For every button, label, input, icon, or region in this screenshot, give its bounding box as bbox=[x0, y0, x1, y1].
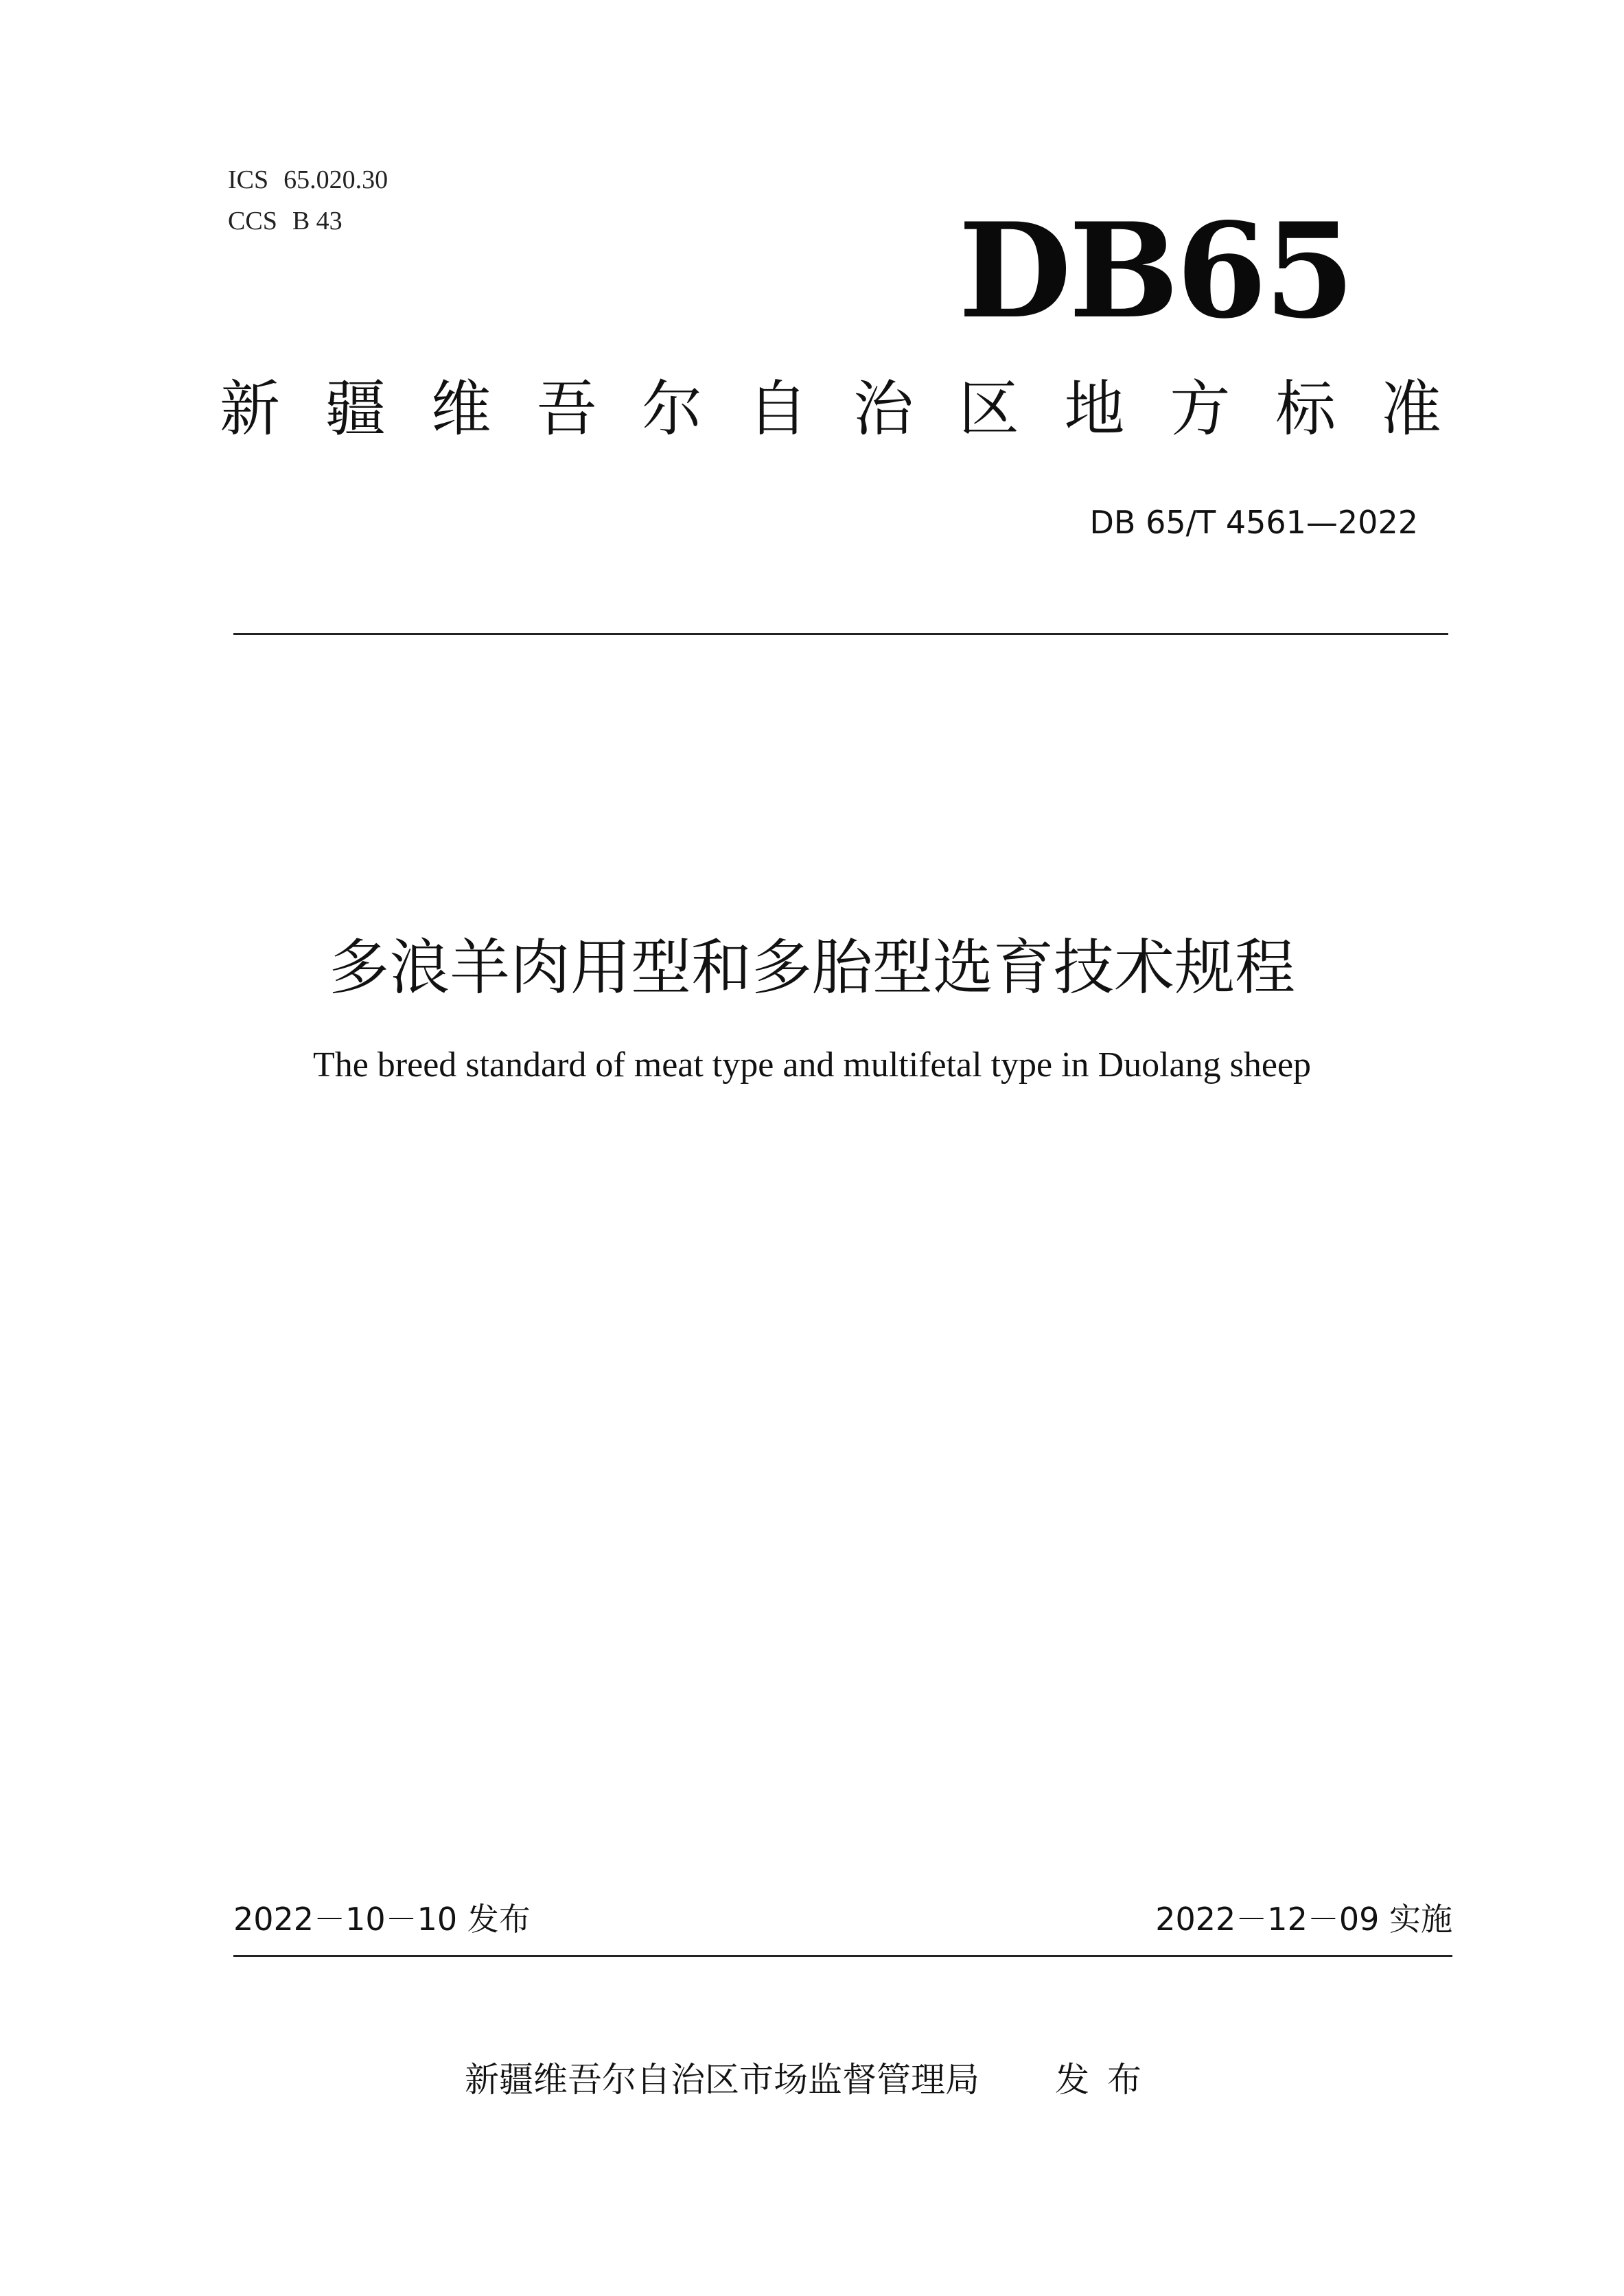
publisher-action: 发布 bbox=[1055, 2060, 1159, 2100]
document-title-english: The breed standard of meat type and multifetal type in Duolang sheep bbox=[312, 1045, 1312, 1085]
ccs-label: CCS bbox=[228, 207, 277, 235]
standard-type-char: 方 bbox=[1170, 373, 1231, 444]
standard-type-char: 尔 bbox=[642, 373, 703, 444]
standard-type-char: 地 bbox=[1064, 373, 1125, 444]
implementation-date: 2022－12－09 实施 bbox=[1155, 1901, 1452, 1938]
standard-type-char: 标 bbox=[1275, 373, 1336, 444]
classification-codes bbox=[228, 159, 403, 242]
ics-value: 65.020.30 bbox=[283, 165, 388, 194]
document-title: 多浪羊肉用型和多胎型选育技术规程 bbox=[328, 932, 1295, 1003]
bottom-divider bbox=[233, 1955, 1452, 1957]
release-date: 2022－10－10 发布 bbox=[233, 1901, 531, 1938]
standard-number: DB 65/T 4561—2022 bbox=[1089, 504, 1418, 541]
ics-code bbox=[228, 159, 403, 200]
dates-row bbox=[233, 1894, 1452, 1940]
standard-type-char: 治 bbox=[852, 373, 914, 444]
top-divider bbox=[233, 633, 1448, 635]
standard-type-char: 自 bbox=[747, 373, 809, 444]
ccs-code bbox=[228, 200, 403, 242]
publisher-organization: 新疆维吾尔自治区市场监督管理局 bbox=[465, 2060, 979, 2100]
ccs-value: B 43 bbox=[292, 207, 343, 235]
standard-type-char: 维 bbox=[430, 373, 491, 444]
standard-type-char: 准 bbox=[1380, 373, 1441, 444]
publisher bbox=[0, 2052, 1624, 2102]
standard-type-char: 新 bbox=[220, 373, 281, 444]
standard-type-char: 疆 bbox=[325, 373, 386, 444]
db-mark: DB65 bbox=[958, 194, 1352, 347]
standard-type-title bbox=[220, 373, 1441, 444]
standard-type-char: 区 bbox=[958, 373, 1019, 444]
standard-type-char: 吾 bbox=[536, 373, 597, 444]
ics-label: ICS bbox=[228, 165, 269, 194]
